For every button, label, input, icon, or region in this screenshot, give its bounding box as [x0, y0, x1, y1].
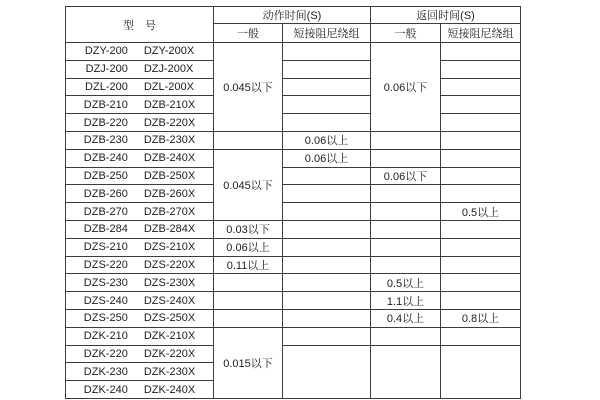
model-name-primary: DZS-240	[83, 294, 128, 307]
model-cell	[66, 114, 214, 132]
ret-damping-cell	[441, 220, 521, 238]
model-name-variant: DZS-250X	[143, 312, 196, 325]
table-row	[66, 114, 521, 132]
ret-damping-cell	[441, 131, 521, 149]
table-row	[66, 60, 521, 78]
col-header-action-damping: 短接阻尼绕组	[283, 24, 371, 43]
table-row	[66, 292, 521, 310]
table-row	[66, 43, 521, 61]
model-name-primary: DZB-260	[83, 187, 128, 200]
act-general-cell	[214, 274, 283, 292]
act-damping-cell	[283, 256, 371, 274]
model-cell	[66, 185, 214, 203]
act-damping-cell	[283, 292, 371, 310]
model-name-primary: DZB-220	[83, 116, 128, 129]
ret-damping-cell	[441, 327, 521, 345]
ret-damping-cell	[441, 60, 521, 78]
act-damping-cell: 0.06以上	[283, 131, 371, 149]
table-row	[66, 149, 521, 167]
table-row	[66, 167, 521, 185]
table-row	[66, 96, 521, 114]
ret-general-cell	[371, 203, 441, 221]
act-damping-cell	[283, 238, 371, 256]
act-damping-cell	[283, 60, 371, 78]
model-name-variant: DZK-220X	[143, 347, 196, 360]
ret-damping-cell: 0.5以上	[441, 203, 521, 221]
model-name-primary: DZB-250	[83, 169, 128, 182]
model-name-variant: DZL-200X	[143, 80, 194, 93]
act-general-cell: 0.045以下	[214, 43, 283, 132]
act-damping-cell	[283, 167, 371, 185]
act-damping-cell	[283, 327, 371, 345]
table-row	[66, 238, 521, 256]
ret-general-cell	[371, 220, 441, 238]
ret-general-cell: 0.5以上	[371, 274, 441, 292]
model-cell	[66, 60, 214, 78]
act-damping-cell: 0.06以上	[283, 149, 371, 167]
model-cell	[66, 203, 214, 221]
model-name-primary: DZL-200	[85, 80, 128, 93]
model-name-variant: DZY-200X	[143, 45, 195, 58]
relay-timing-spec-table	[65, 6, 521, 399]
model-name-primary: DZB-230	[83, 134, 128, 147]
col-header-return-damping: 短接阻尼绕组	[441, 24, 521, 43]
ret-general-cell: 0.06以下	[371, 167, 441, 185]
ret-damping-cell	[441, 292, 521, 310]
ret-general-cell: 0.06以下	[371, 43, 441, 132]
model-name-variant: DZB-240X	[143, 152, 196, 165]
act-damping-cell	[283, 203, 371, 221]
ret-general-cell	[371, 256, 441, 274]
ret-general-cell	[371, 149, 441, 167]
model-name-primary: DZS-210	[83, 241, 128, 254]
model-name-variant: DZS-240X	[143, 294, 196, 307]
table-row	[66, 345, 521, 363]
table-row	[66, 309, 521, 327]
act-damping-cell	[283, 274, 371, 292]
table-row	[66, 327, 521, 345]
table-row	[66, 185, 521, 203]
act-general-cell	[214, 309, 283, 327]
model-name-primary: DZB-284	[83, 223, 128, 236]
model-name-variant: DZB-270X	[143, 205, 196, 218]
act-damping-cell	[283, 114, 371, 132]
table-header	[66, 7, 521, 43]
model-cell	[66, 292, 214, 310]
ret-general-cell	[371, 131, 441, 149]
col-header-action-time: 动作时间(S)	[214, 7, 371, 24]
model-name-primary: DZJ-200	[85, 63, 128, 76]
ret-damping-cell	[441, 185, 521, 203]
ret-damping-cell	[441, 274, 521, 292]
model-cell	[66, 149, 214, 167]
model-name-primary: DZK-230	[83, 365, 128, 378]
model-name-primary: DZK-220	[83, 347, 128, 360]
act-damping-cell	[283, 185, 371, 203]
col-header-model: 型 号	[66, 7, 214, 43]
act-damping-cell	[283, 96, 371, 114]
model-name-primary: DZY-200	[84, 45, 128, 58]
ret-general-cell	[371, 238, 441, 256]
act-damping-cell	[283, 309, 371, 327]
ret-general-cell: 1.1以上	[371, 292, 441, 310]
table-row	[66, 203, 521, 221]
model-cell	[66, 167, 214, 185]
table-row	[66, 78, 521, 96]
model-name-variant: DZK-240X	[143, 383, 196, 396]
ret-damping-cell	[441, 238, 521, 256]
model-name-primary: DZB-240	[83, 152, 128, 165]
act-general-cell	[214, 131, 283, 149]
act-damping-cell	[283, 78, 371, 96]
model-name-variant: DZJ-200X	[143, 63, 194, 76]
act-general-cell	[214, 292, 283, 310]
model-name-primary: DZS-230	[83, 276, 128, 289]
model-name-variant: DZS-220X	[143, 258, 196, 271]
model-cell	[66, 381, 214, 399]
model-name-variant: DZS-230X	[143, 276, 196, 289]
model-name-variant: DZS-210X	[143, 241, 196, 254]
ret-damping-cell	[441, 43, 521, 61]
model-name-primary: DZB-270	[83, 205, 128, 218]
act-damping-cell	[283, 43, 371, 61]
model-name-variant: DZK-230X	[143, 365, 196, 378]
ret-damping-cell: 0.8以上	[441, 309, 521, 327]
model-cell	[66, 131, 214, 149]
table-row	[66, 274, 521, 292]
ret-general-cell	[371, 185, 441, 203]
model-cell	[66, 274, 214, 292]
table-row	[66, 220, 521, 238]
model-name-primary: DZS-250	[83, 312, 128, 325]
model-cell	[66, 220, 214, 238]
act-general-cell: 0.06以上	[214, 238, 283, 256]
model-cell	[66, 78, 214, 96]
ret-general-cell	[371, 345, 441, 398]
model-cell	[66, 345, 214, 363]
act-damping-cell	[283, 345, 371, 398]
ret-damping-cell	[441, 149, 521, 167]
table-row	[66, 256, 521, 274]
act-general-cell: 0.045以下	[214, 149, 283, 220]
model-name-variant: DZB-260X	[143, 187, 196, 200]
model-name-primary: DZK-210	[83, 330, 128, 343]
model-cell	[66, 327, 214, 345]
col-header-return-time: 返回时间(S)	[371, 7, 521, 24]
model-name-primary: DZK-240	[83, 383, 128, 396]
col-header-action-general: 一般	[214, 24, 283, 43]
ret-damping-cell	[441, 96, 521, 114]
col-header-return-general: 一般	[371, 24, 441, 43]
ret-damping-cell	[441, 256, 521, 274]
act-general-cell: 0.11以上	[214, 256, 283, 274]
act-general-cell: 0.03以下	[214, 220, 283, 238]
model-name-variant: DZB-210X	[143, 98, 196, 111]
ret-damping-cell	[441, 78, 521, 96]
ret-damping-cell	[441, 167, 521, 185]
ret-general-cell	[371, 327, 441, 345]
act-damping-cell	[283, 220, 371, 238]
ret-general-cell: 0.4以上	[371, 309, 441, 327]
model-name-variant: DZB-250X	[143, 169, 196, 182]
model-cell	[66, 43, 214, 61]
act-general-cell: 0.015以下	[214, 327, 283, 398]
model-cell	[66, 363, 214, 381]
model-name-variant: DZK-210X	[143, 330, 196, 343]
ret-damping-cell	[441, 114, 521, 132]
ret-damping-cell	[441, 345, 521, 398]
model-cell	[66, 238, 214, 256]
model-name-variant: DZB-284X	[143, 223, 196, 236]
model-name-variant: DZB-230X	[143, 134, 196, 147]
model-cell	[66, 309, 214, 327]
model-name-variant: DZB-220X	[143, 116, 196, 129]
model-cell	[66, 96, 214, 114]
table-body	[66, 43, 521, 399]
table-row	[66, 131, 521, 149]
model-name-primary: DZB-210	[83, 98, 128, 111]
model-name-primary: DZS-220	[83, 258, 128, 271]
model-cell	[66, 256, 214, 274]
